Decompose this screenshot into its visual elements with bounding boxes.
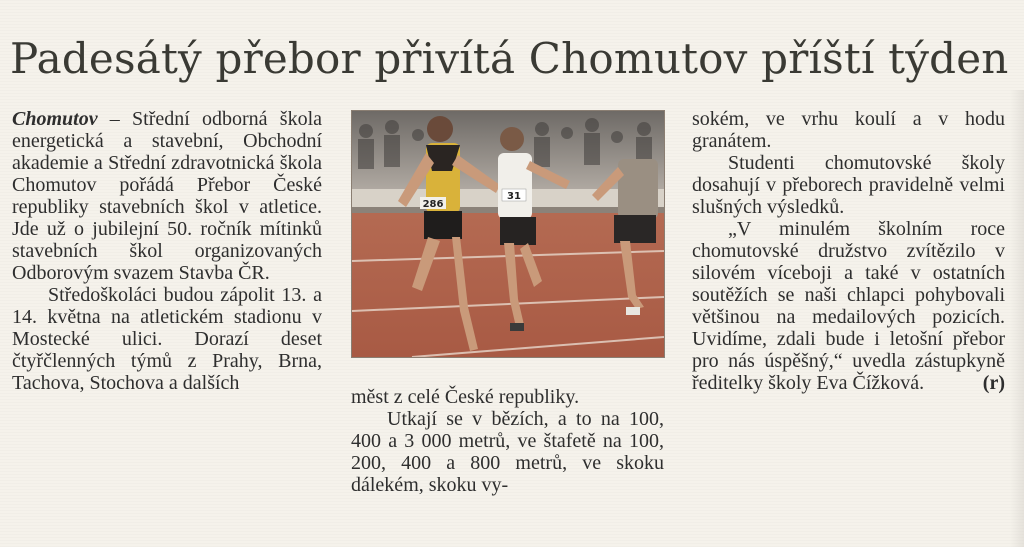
quote-paragraph (692, 218, 1005, 394)
paragraph: Utkají se v bězích, a to na 100, 400 a 3 000 metrů, ve štafetě na 100, 200, 400 a 800 metrů, ve skoku dálekém, skoku vy- (351, 408, 664, 496)
article-photo-sprinters (351, 110, 665, 358)
author-signature: (r) (982, 372, 1005, 394)
show-through-text (0, 0, 1024, 22)
article-headline: Padesátý přebor přivítá Chomutov příští týden (10, 34, 1009, 83)
article-column-3 (692, 108, 1005, 394)
paragraph-text: – Střední odborná škola energetická a stavební, Obchodní akademie a Střední zdravotnická škola Chomutov pořádá Přebor České republiky stavebních škol v atletice. Jde už o jubilejní 50. ročník mítinků stavebních škol organizovaných Odborovým svazem Stavba ČR. (12, 108, 322, 284)
lead-paragraph (12, 108, 322, 284)
paragraph-text: „V minulém školním roce chomutovské družstvo zvítězilo v silovém víceboji a také v ostatních soutěžích se naši chlapci pohybovali většinou na medailových pozicích. Uvidíme, zdali bude i letošní přebor pro nás úspěšný,“ uvedla zástupkyně ředitelky školy Eva Čížková. (692, 218, 1005, 394)
article-column-2 (351, 386, 664, 496)
paragraph: Středoškoláci budou zápolit 13. a 14. května na atletickém stadionu v Mostecké ulici. Dorazí deset čtyřčlenných týmů z Prahy, Brna, Tachova, Stochova a dalších (12, 284, 322, 394)
bib-number: 286 (422, 199, 444, 210)
paragraph: Studenti chomutovské školy dosahují v přeborech pravidelně velmi slušných výsledků. (692, 152, 1005, 218)
dateline-city: Chomutov (12, 108, 98, 130)
page-edge-shadow (1010, 90, 1024, 547)
sprint-race-image (352, 111, 664, 357)
paragraph-continued: měst z celé České republiky. (351, 386, 580, 408)
bib-number: 31 (507, 191, 521, 202)
article-column-1 (12, 108, 322, 394)
paragraph-continued: sokém, ve vrhu koulí a v hodu granátem. (692, 108, 1005, 152)
